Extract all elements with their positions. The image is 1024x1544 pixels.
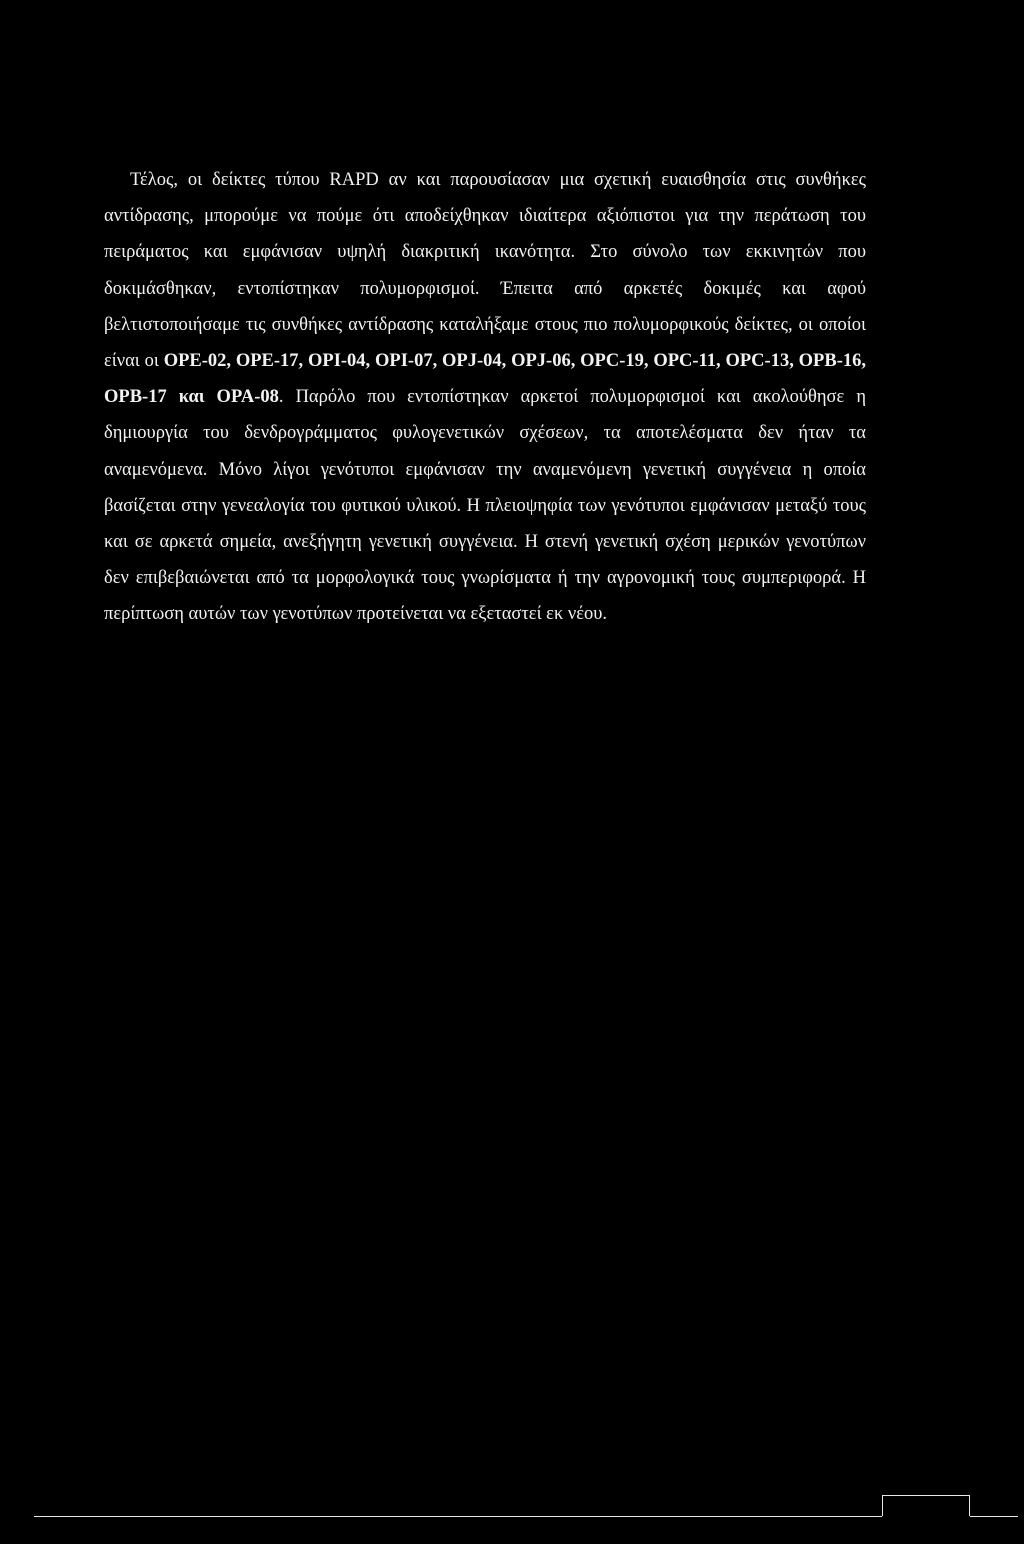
- rapd-marker-list: OPE-02, OPE-17, OPI-04, OPI-07, OPJ-04, OPJ-06, OPC-19, OPC-11, OPC-13, OPB-16, OPB-17 και OPA-08: [104, 351, 866, 408]
- paragraph-text-part2: . Παρόλο που εντοπίστηκαν αρκετοί πολυμορφισμοί και ακολούθησε η δημιουργία του δενδρογράμματος φυλογενετικών σχέσεων, τα αποτελέσματα δεν ήταν τα αναμενόμενα. Μόνο λίγοι γενότυποι εμφάνισαν την αναμενόμενη γενετική συγγένεια η οποία βασίζεται στην γενεαλογία του φυτικού υλικού. Η πλειοψηφία των γενότυποι εμφάνισαν μεταξύ τους και σε αρκετά σημεία, ανεξήγητη γενετική συγγένεια. Η στενή γενετική σχέση μερικών γενοτύπων δεν επιβεβαιώνεται από τα μορφολογικά τους γνωρίσματα ή την αγρονομική τους συμπεριφορά. Η περίπτωση αυτών των γενοτύπων προτείνεται να εξεταστεί εκ νέου.: [104, 387, 867, 625]
- body-paragraph: [104, 162, 866, 633]
- bottom-rule-left: [34, 1516, 882, 1517]
- bottom-rule-bracket: [882, 1495, 970, 1516]
- paragraph-text-part1: Τέλος, οι δείκτες τύπου RAPD αν και παρουσίασαν μια σχετική ευαισθησία στις συνθήκες αντίδρασης, μπορούμε να πούμε ότι αποδείχθηκαν ιδιαίτερα αξιόπιστοι για την περάτωση του πειράματος και εμφάνισαν υψηλή διακριτική ικανότητα. Στο σύνολο των εκκινητών που δοκιμάσθηκαν, εντοπίστηκαν πολυμορφισμοί. Έπειτα από αρκετές δοκιμές και αφού βελτιστοποιήσαμε τις συνθήκες αντίδρασης καταλήξαμε στους πιο πολυμορφικούς δείκτες, οι οποίοι είναι οι: [104, 170, 866, 372]
- bottom-rule-right: [970, 1516, 1018, 1517]
